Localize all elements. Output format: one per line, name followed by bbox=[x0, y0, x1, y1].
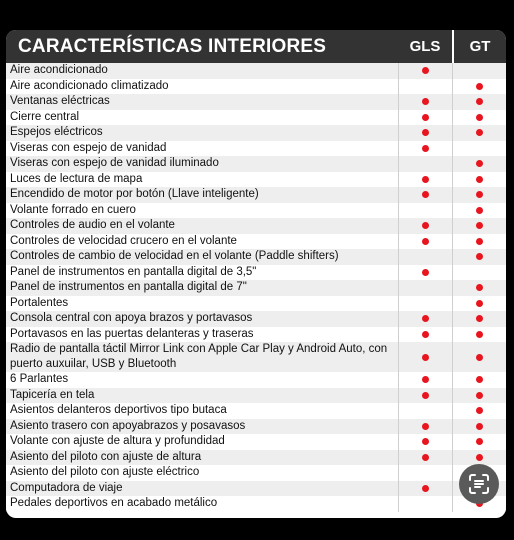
included-dot-icon bbox=[422, 145, 429, 152]
cell-gls bbox=[398, 141, 452, 157]
feature-label: Controles de cambio de velocidad en el volante (Paddle shifters) bbox=[10, 250, 339, 262]
included-dot-icon bbox=[476, 207, 483, 214]
included-dot-icon bbox=[422, 114, 429, 121]
included-dot-icon bbox=[476, 438, 483, 445]
table-row bbox=[6, 403, 506, 419]
table-title: CARACTERÍSTICAS INTERIORES bbox=[18, 35, 327, 57]
feature-label: Portavasos en las puertas delanteras y traseras bbox=[10, 327, 254, 340]
cell-gls bbox=[398, 372, 452, 388]
cell-gt bbox=[452, 234, 506, 250]
text-scan-button[interactable] bbox=[459, 464, 499, 504]
included-dot-icon bbox=[476, 354, 483, 361]
table-row bbox=[6, 234, 506, 250]
table-row bbox=[6, 156, 506, 172]
table-row bbox=[6, 79, 506, 95]
included-dot-icon bbox=[422, 438, 429, 445]
included-dot-icon bbox=[476, 315, 483, 322]
feature-label: Viseras con espejo de vanidad iluminado bbox=[10, 157, 219, 169]
table-row bbox=[6, 110, 506, 126]
feature-label: Ventanas eléctricas bbox=[10, 95, 110, 107]
cell-gt bbox=[452, 311, 506, 327]
feature-label: Aire acondicionado climatizado bbox=[10, 79, 169, 92]
table-row bbox=[6, 465, 506, 481]
table-row bbox=[6, 249, 506, 265]
cell-gls bbox=[398, 156, 452, 172]
included-dot-icon bbox=[476, 191, 483, 198]
cell-gt bbox=[452, 187, 506, 203]
included-dot-icon bbox=[422, 354, 429, 361]
table-row bbox=[6, 141, 506, 157]
feature-label: Computadora de viaje bbox=[10, 481, 123, 494]
column-gls: GLS bbox=[409, 38, 441, 55]
table-row bbox=[6, 203, 506, 219]
cell-gls bbox=[398, 496, 452, 512]
cell-gt bbox=[452, 280, 506, 296]
table-row bbox=[6, 265, 506, 281]
cell-gls bbox=[398, 327, 452, 343]
feature-label: Asiento trasero con apoyabrazos y posavasos bbox=[10, 419, 246, 432]
feature-label: Panel de instrumentos en pantalla digital de 7" bbox=[10, 281, 247, 293]
cell-gls bbox=[398, 125, 452, 141]
cell-gls bbox=[398, 234, 452, 250]
cell-gls bbox=[398, 172, 452, 188]
table-row bbox=[6, 280, 506, 296]
cell-gls bbox=[398, 465, 452, 481]
table-row bbox=[6, 327, 506, 343]
included-dot-icon bbox=[422, 392, 429, 399]
cell-gls bbox=[398, 311, 452, 327]
included-dot-icon bbox=[476, 284, 483, 291]
cell-gls bbox=[398, 450, 452, 466]
table-row bbox=[6, 342, 506, 372]
table-row bbox=[6, 172, 506, 188]
cell-gt bbox=[452, 79, 506, 95]
included-dot-icon bbox=[422, 176, 429, 183]
included-dot-icon bbox=[422, 191, 429, 198]
feature-label: Volante forrado en cuero bbox=[10, 203, 136, 216]
feature-label: Volante con ajuste de altura y profundidad bbox=[10, 435, 225, 447]
included-dot-icon bbox=[476, 98, 483, 105]
cell-gt bbox=[452, 296, 506, 312]
cell-gt bbox=[452, 218, 506, 234]
table-row bbox=[6, 94, 506, 110]
cell-gt bbox=[452, 110, 506, 126]
included-dot-icon bbox=[422, 129, 429, 136]
cell-gt bbox=[452, 450, 506, 466]
table-row bbox=[6, 125, 506, 141]
feature-label: Tapicería en tela bbox=[10, 388, 95, 401]
cell-gls bbox=[398, 388, 452, 404]
cell-gls bbox=[398, 203, 452, 219]
table-row bbox=[6, 311, 506, 327]
cell-gls bbox=[398, 481, 452, 497]
included-dot-icon bbox=[476, 300, 483, 307]
cell-gls bbox=[398, 110, 452, 126]
included-dot-icon bbox=[476, 129, 483, 136]
column-gt: GT bbox=[452, 30, 506, 63]
feature-label: Panel de instrumentos en pantalla digital de 3,5" bbox=[10, 265, 257, 278]
cell-gls bbox=[398, 79, 452, 95]
cell-gt bbox=[452, 125, 506, 141]
table-row bbox=[6, 496, 506, 512]
cell-gls bbox=[398, 94, 452, 110]
table-row bbox=[6, 434, 506, 450]
table-body bbox=[6, 63, 506, 512]
cell-gt bbox=[452, 403, 506, 419]
included-dot-icon bbox=[422, 454, 429, 461]
cell-gt bbox=[452, 419, 506, 435]
feature-label: Espejos eléctricos bbox=[10, 126, 103, 138]
cell-gt bbox=[452, 141, 506, 157]
cell-gt bbox=[452, 203, 506, 219]
feature-label: Asiento del piloto con ajuste eléctrico bbox=[10, 466, 200, 478]
feature-label: Consola central con apoya brazos y portavasos bbox=[10, 312, 253, 324]
features-table bbox=[6, 30, 506, 518]
included-dot-icon bbox=[476, 238, 483, 245]
included-dot-icon bbox=[476, 392, 483, 399]
cell-gt bbox=[452, 172, 506, 188]
table-row bbox=[6, 481, 506, 497]
cell-gls bbox=[398, 63, 452, 79]
cell-gt bbox=[452, 372, 506, 388]
cell-gls bbox=[398, 280, 452, 296]
included-dot-icon bbox=[422, 485, 429, 492]
cell-gls bbox=[398, 419, 452, 435]
included-dot-icon bbox=[476, 376, 483, 383]
included-dot-icon bbox=[422, 315, 429, 322]
cell-gls bbox=[398, 265, 452, 281]
feature-label: Asientos delanteros deportivos tipo butaca bbox=[10, 404, 227, 416]
feature-label: Cierre central bbox=[10, 110, 80, 123]
feature-label: Radio de pantalla táctil Mirror Link con Apple Car Play y Android Auto, con puerto auxuilar, USB y Bluetooth bbox=[10, 343, 388, 370]
cell-gls bbox=[398, 434, 452, 450]
cell-gt bbox=[452, 265, 506, 281]
included-dot-icon bbox=[476, 407, 483, 414]
cell-gls bbox=[398, 403, 452, 419]
table-row bbox=[6, 450, 506, 466]
included-dot-icon bbox=[422, 238, 429, 245]
cell-gt bbox=[452, 342, 506, 372]
included-dot-icon bbox=[422, 423, 429, 430]
included-dot-icon bbox=[422, 98, 429, 105]
table-row bbox=[6, 372, 506, 388]
cell-gls bbox=[398, 187, 452, 203]
text-scan-icon bbox=[467, 472, 491, 496]
cell-gt bbox=[452, 156, 506, 172]
feature-label: Portalentes bbox=[10, 296, 69, 309]
table-row bbox=[6, 419, 506, 435]
feature-label: 6 Parlantes bbox=[10, 373, 69, 385]
cell-gt bbox=[452, 388, 506, 404]
cell-gt bbox=[452, 327, 506, 343]
included-dot-icon bbox=[476, 114, 483, 121]
cell-gls bbox=[398, 296, 452, 312]
included-dot-icon bbox=[422, 331, 429, 338]
cell-gls bbox=[398, 218, 452, 234]
included-dot-icon bbox=[422, 222, 429, 229]
included-dot-icon bbox=[476, 454, 483, 461]
feature-label: Luces de lectura de mapa bbox=[10, 172, 143, 185]
cell-gt bbox=[452, 94, 506, 110]
included-dot-icon bbox=[476, 253, 483, 260]
included-dot-icon bbox=[422, 269, 429, 276]
cell-gt bbox=[452, 249, 506, 265]
table-row bbox=[6, 187, 506, 203]
feature-label: Aire acondicionado bbox=[10, 64, 108, 76]
table-row bbox=[6, 388, 506, 404]
table-row bbox=[6, 218, 506, 234]
cell-gt bbox=[452, 63, 506, 79]
cell-gls bbox=[398, 342, 452, 372]
included-dot-icon bbox=[476, 83, 483, 90]
included-dot-icon bbox=[476, 222, 483, 229]
table-row bbox=[6, 296, 506, 312]
included-dot-icon bbox=[476, 160, 483, 167]
feature-label: Encendido de motor por botón (Llave inteligente) bbox=[10, 188, 259, 200]
table-header bbox=[6, 30, 506, 63]
cell-gt bbox=[452, 434, 506, 450]
included-dot-icon bbox=[476, 423, 483, 430]
included-dot-icon bbox=[476, 331, 483, 338]
cell-gls bbox=[398, 249, 452, 265]
feature-label: Pedales deportivos en acabado metálico bbox=[10, 497, 218, 509]
feature-label: Controles de velocidad crucero en el volante bbox=[10, 234, 237, 247]
included-dot-icon bbox=[422, 376, 429, 383]
included-dot-icon bbox=[422, 67, 429, 74]
included-dot-icon bbox=[476, 176, 483, 183]
feature-label: Viseras con espejo de vanidad bbox=[10, 141, 167, 154]
table-row bbox=[6, 63, 506, 79]
feature-label: Asiento del piloto con ajuste de altura bbox=[10, 450, 202, 463]
feature-label: Controles de audio en el volante bbox=[10, 219, 175, 231]
